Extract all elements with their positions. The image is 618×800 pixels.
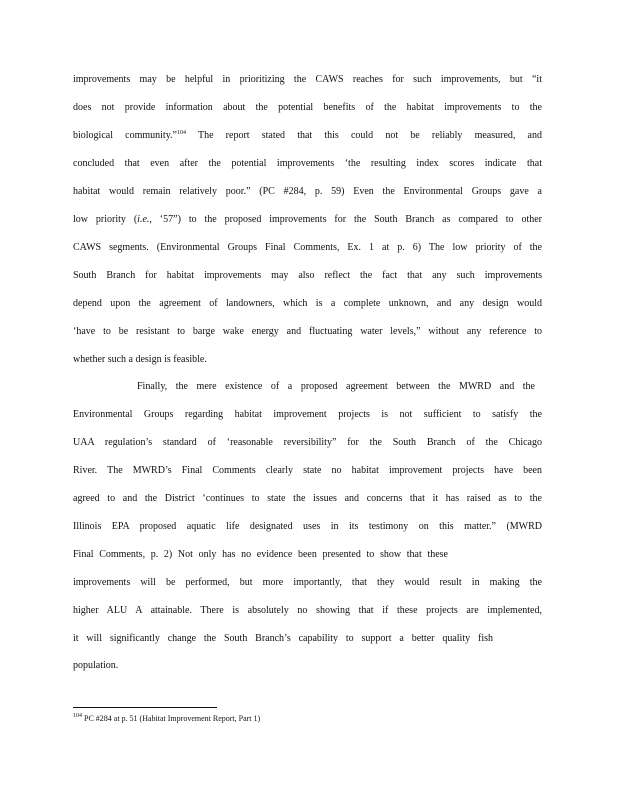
- body-line: River. The MWRD’s Final Comments clearly state no habitat improvement projects have been: [73, 465, 542, 476]
- footnote-number: 104: [73, 713, 82, 719]
- body-line: concluded that even after the potential improvements ‘the resulting index scores indicate that: [73, 158, 542, 169]
- body-line: CAWS segments. (Environmental Groups Final Comments, Ex. 1 at p. 6) The low priority of the: [73, 242, 542, 253]
- body-line: does not provide information about the potential benefits of the habitat improvements to the: [73, 102, 542, 113]
- body-line: agreed to and the District ‘continues to state the issues and concerns that it has raised as to the: [73, 493, 542, 504]
- body-line: whether such a design is feasible.: [73, 354, 207, 365]
- body-line: higher ALU A attainable. There is absolutely no showing that if these projects are implemented,: [73, 605, 542, 616]
- body-line: ‘have to be resistant to barge wake energy and fluctuating water levels,” without any reference to: [73, 326, 542, 337]
- body-line: it will significantly change the South Branch’s capability to support a better quality fish: [73, 633, 493, 644]
- footnote-divider: [73, 707, 217, 708]
- body-line: habitat would remain relatively poor.” (PC #284, p. 59) Even the Environmental Groups gave a: [73, 186, 542, 197]
- paragraph-first-line: Finally, the mere existence of a proposed agreement between the MWRD and the: [137, 381, 535, 392]
- body-text: , ‘57”) to the proposed improvements for the South Branch as compared to other: [149, 214, 543, 225]
- body-line: depend upon the agreement of landowners, which is a complete unknown, and any design would: [73, 298, 542, 309]
- body-line: UAA regulation’s standard of ‘reasonable reversibility” for the South Branch of the Chicago: [73, 437, 542, 448]
- body-line: improvements will be performed, but more importantly, that they would result in making the: [73, 577, 542, 588]
- italic-text: i.e.: [137, 214, 150, 225]
- footnote: [73, 714, 260, 724]
- footnote-ref: 104: [177, 130, 186, 136]
- body-line: [73, 130, 542, 142]
- body-line: Final Comments, p. 2) Not only has no evidence been presented to show that these: [73, 549, 448, 560]
- body-text: The report stated that this could not be reliably measured, and: [186, 130, 542, 141]
- body-line: Illinois EPA proposed aquatic life designated uses in its testimony on this matter.” (MWRD: [73, 521, 542, 532]
- body-text: biological community.”: [73, 130, 177, 141]
- body-line: [73, 214, 542, 226]
- body-line: improvements may be helpful in prioritizing the CAWS reaches for such improvements, but “it: [73, 74, 542, 85]
- body-line: Environmental Groups regarding habitat improvement projects is not sufficient to satisfy the: [73, 409, 542, 420]
- body-line: South Branch for habitat improvements may also reflect the fact that any such improvements: [73, 270, 542, 281]
- body-line: population.: [73, 660, 119, 671]
- footnote-text: PC #284 at p. 51 (Habitat Improvement Report, Part 1): [84, 714, 261, 723]
- body-text: low priority (: [73, 214, 138, 225]
